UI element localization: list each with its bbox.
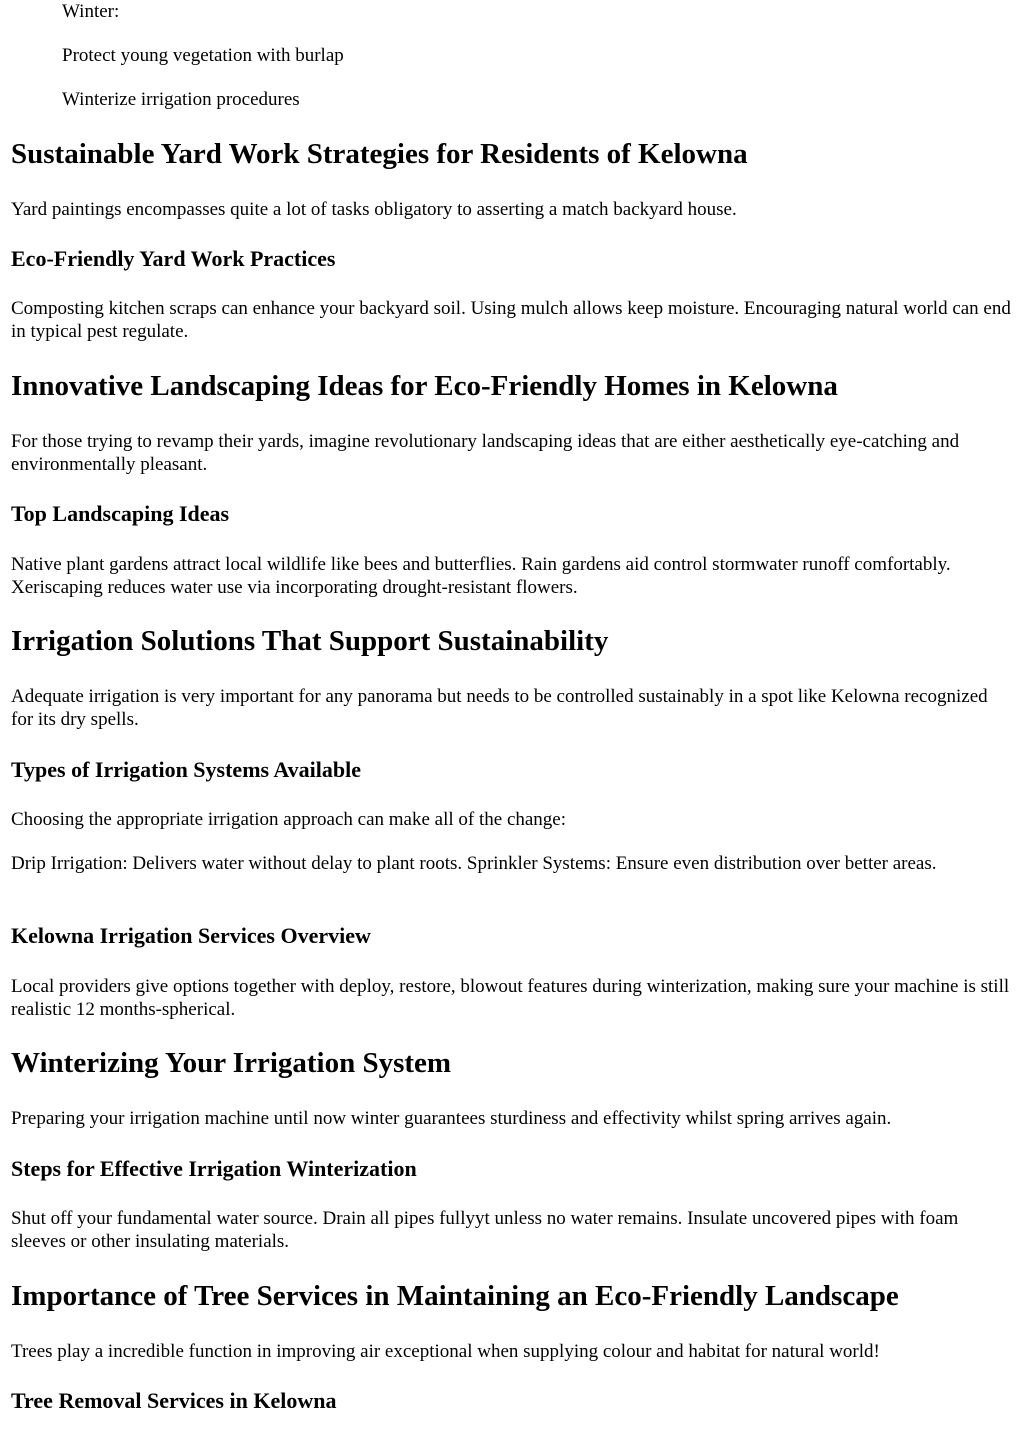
section-heading: Importance of Tree Services in Maintaining an Eco-Friendly Landscape <box>11 1280 899 1312</box>
section-heading: Irrigation Solutions That Support Sustainability <box>11 625 609 657</box>
section-heading: Sustainable Yard Work Strategies for Residents of Kelowna <box>11 138 748 170</box>
subsection-heading: Eco-Friendly Yard Work Practices <box>11 246 336 271</box>
subsection-paragraph: Native plant gardens attract local wildlife like bees and butterflies. Rain gardens aid control stormwater runoff comfortably. Xeriscaping reduces water use via incorporating drought-resistant flowers. <box>11 554 951 598</box>
season-label: Winter: <box>62 1 120 22</box>
section-heading: Innovative Landscaping Ideas for Eco-Friendly Homes in Kelowna <box>11 370 838 402</box>
subsection-paragraph: Local providers give options together with deploy, restore, blowout features during winterization, making sure your machine is still realistic 12 months-spherical. <box>11 976 1010 1020</box>
subsection-heading: Types of Irrigation Systems Available <box>11 757 361 782</box>
section-heading: Winterizing Your Irrigation System <box>11 1047 452 1079</box>
list-item: Protect young vegetation with burlap <box>62 45 344 66</box>
subsection-heading: Steps for Effective Irrigation Winterization <box>11 1156 417 1181</box>
subsection-paragraph: Drip Irrigation: Delivers water without delay to plant roots. Sprinkler Systems: Ensure even distribution over better areas. <box>11 853 937 874</box>
section-paragraph: For those trying to revamp their yards, imagine revolutionary landscaping ideas that are either aesthetically eye-catching and environmentally pleasant. <box>11 431 960 475</box>
subsection-paragraph: Shut off your fundamental water source. Drain all pipes fullyyt unless no water remains. Insulate uncovered pipes with foam sleeves or other insulating materials. <box>11 1208 959 1252</box>
subsection-heading: Top Landscaping Ideas <box>11 501 230 526</box>
subsection-paragraph: Composting kitchen scraps can enhance your backyard soil. Using mulch allows keep moisture. Encouraging natural world can end in typical pest regulate. <box>11 298 1011 342</box>
section-paragraph: Adequate irrigation is very important for any panorama but needs to be controlled sustainably in a spot like Kelowna recognized for its dry spells. <box>11 686 988 730</box>
section-paragraph: Trees play a incredible function in improving air exceptional when supplying colour and habitat for natural world! <box>11 1341 880 1362</box>
section-paragraph: Preparing your irrigation machine until now winter guarantees sturdiness and effectivity whilst spring arrives again. <box>11 1108 892 1129</box>
section-paragraph: Yard paintings encompasses quite a lot of tasks obligatory to asserting a match backyard house. <box>11 199 737 220</box>
subsection-heading: Tree Removal Services in Kelowna <box>11 1388 337 1413</box>
list-item: Winterize irrigation procedures <box>62 89 300 110</box>
subsection-paragraph: Choosing the appropriate irrigation approach can make all of the change: <box>11 809 567 830</box>
subsection-heading: Kelowna Irrigation Services Overview <box>11 923 371 948</box>
